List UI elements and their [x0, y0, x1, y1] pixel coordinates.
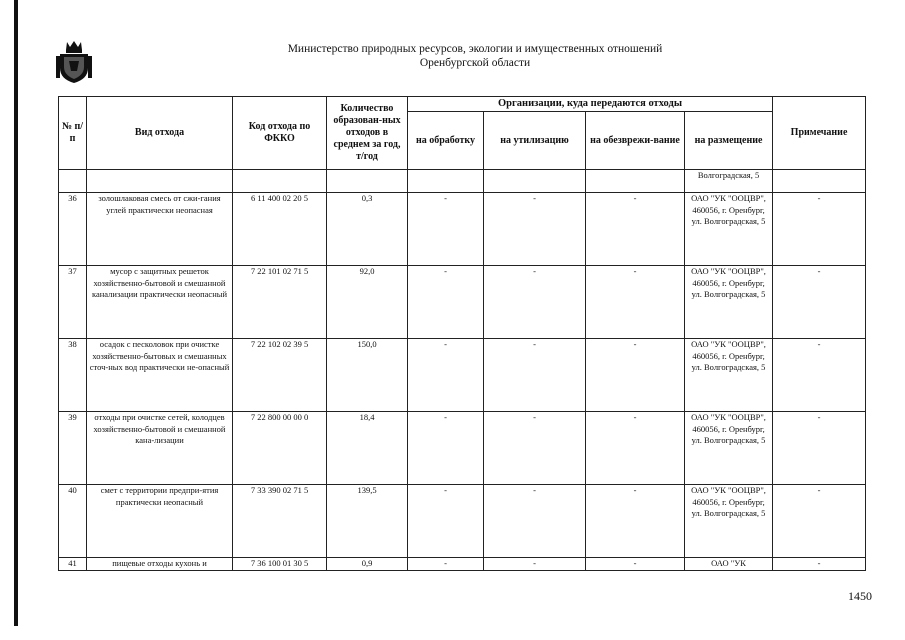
cell-num: 40: [59, 485, 87, 558]
cell-processing: -: [408, 558, 484, 571]
table-cell: [773, 170, 866, 193]
cell-waste-type: осадок с песколовок при очистке хозяйственно-бытовых и смешанных сточ-ных вод практически не-опасный: [87, 339, 233, 412]
cell-note: -: [773, 339, 866, 412]
col-header-orgs: Организации, куда передаются отходы: [408, 97, 773, 112]
cell-waste-type: отходы при очистке сетей, колодцев хозяйственно-бытовой и смешанной кана-лизации: [87, 412, 233, 485]
cell-neutralization: -: [586, 485, 685, 558]
cell-placement: ОАО "УК "ООЦВР", 460056, г. Оренбург, ул. Волгоградская, 5: [685, 412, 773, 485]
cell-placement: Волгоградская, 5: [685, 170, 773, 193]
table-row: [59, 266, 866, 339]
cell-num: 39: [59, 412, 87, 485]
header-region-line: Оренбургской области: [419, 57, 531, 69]
cell-processing: -: [408, 339, 484, 412]
cell-qty: 0,3: [327, 193, 408, 266]
cell-waste-type: мусор с защитных решеток хозяйственно-бытовой и смешанной канализации практически неопасный: [87, 266, 233, 339]
cell-num: 41: [59, 558, 87, 571]
table-row: [59, 339, 866, 412]
cell-code: 6 11 400 02 20 5: [233, 193, 327, 266]
page-number: 1450: [848, 589, 872, 603]
cell-qty: 150,0: [327, 339, 408, 412]
header-ministry-line: Министерство природных ресурсов, экологии и имущественных отношений: [287, 43, 663, 55]
cell-utilization: -: [484, 485, 586, 558]
table-cell: [408, 170, 484, 193]
cell-num: 38: [59, 339, 87, 412]
col-header-code: Код отхода по ФККО: [233, 97, 327, 170]
cell-code: 7 33 390 02 71 5: [233, 485, 327, 558]
cell-code: 7 22 101 02 71 5: [233, 266, 327, 339]
cell-processing: -: [408, 412, 484, 485]
col-header-placement: на размещение: [685, 112, 773, 170]
cell-utilization: -: [484, 412, 586, 485]
cell-qty: 0,9: [327, 558, 408, 571]
cell-processing: -: [408, 485, 484, 558]
col-header-num: № п/п: [59, 97, 87, 170]
waste-table: [58, 96, 866, 571]
cell-placement: ОАО "УК: [685, 558, 773, 571]
cell-code: 7 36 100 01 30 5: [233, 558, 327, 571]
table-row: [59, 412, 866, 485]
cell-utilization: -: [484, 558, 586, 571]
cell-utilization: -: [484, 339, 586, 412]
cell-note: -: [773, 266, 866, 339]
cell-code: 7 22 800 00 00 0: [233, 412, 327, 485]
table-cell: [327, 170, 408, 193]
scan-edge-bar: [14, 0, 18, 626]
cell-note: -: [773, 193, 866, 266]
cell-waste-type: пищевые отходы кухонь и: [87, 558, 233, 571]
table-cell: [586, 170, 685, 193]
cell-note: -: [773, 485, 866, 558]
table-cell: [87, 170, 233, 193]
cell-placement: ОАО "УК "ООЦВР", 460056, г. Оренбург, ул. Волгоградская, 5: [685, 485, 773, 558]
cell-neutralization: -: [586, 339, 685, 412]
table-row-partial: [59, 558, 866, 571]
cell-qty: 139,5: [327, 485, 408, 558]
cell-neutralization: -: [586, 412, 685, 485]
cell-note: -: [773, 412, 866, 485]
cell-neutralization: -: [586, 193, 685, 266]
col-header-neutralization: на обезврежи-вание: [586, 112, 685, 170]
cell-neutralization: -: [586, 558, 685, 571]
cell-utilization: -: [484, 266, 586, 339]
col-header-utilization: на утилизацию: [484, 112, 586, 170]
document-header: [180, 42, 770, 70]
cell-code: 7 22 102 02 39 5: [233, 339, 327, 412]
table-row: [59, 193, 866, 266]
col-header-type: Вид отхода: [87, 97, 233, 170]
table-row: [59, 485, 866, 558]
cell-processing: -: [408, 266, 484, 339]
cell-qty: 92,0: [327, 266, 408, 339]
cell-qty: 18,4: [327, 412, 408, 485]
cell-waste-type: смет с территории предпри-ятия практически неопасный: [87, 485, 233, 558]
cell-utilization: -: [484, 193, 586, 266]
col-header-processing: на обработку: [408, 112, 484, 170]
cell-note: -: [773, 558, 866, 571]
col-header-note: Примечание: [773, 97, 866, 170]
table-row-continuation: [59, 170, 866, 193]
cell-waste-type: золошлаковая смесь от сжи-гания углей практически неопасная: [87, 193, 233, 266]
cell-placement: ОАО "УК "ООЦВР", 460056, г. Оренбург, ул. Волгоградская, 5: [685, 339, 773, 412]
table-cell: [484, 170, 586, 193]
col-header-qty: Количество образован-ных отходов в среднем за год, т/год: [327, 97, 408, 170]
cell-processing: -: [408, 193, 484, 266]
cell-placement: ОАО "УК "ООЦВР", 460056, г. Оренбург, ул. Волгоградская, 5: [685, 193, 773, 266]
cell-num: 36: [59, 193, 87, 266]
cell-num: 37: [59, 266, 87, 339]
cell-neutralization: -: [586, 266, 685, 339]
cell-placement: ОАО "УК "ООЦВР", 460056, г. Оренбург, ул. Волгоградская, 5: [685, 266, 773, 339]
coat-of-arms-icon: [55, 38, 93, 84]
table-cell: [59, 170, 87, 193]
table-cell: [233, 170, 327, 193]
